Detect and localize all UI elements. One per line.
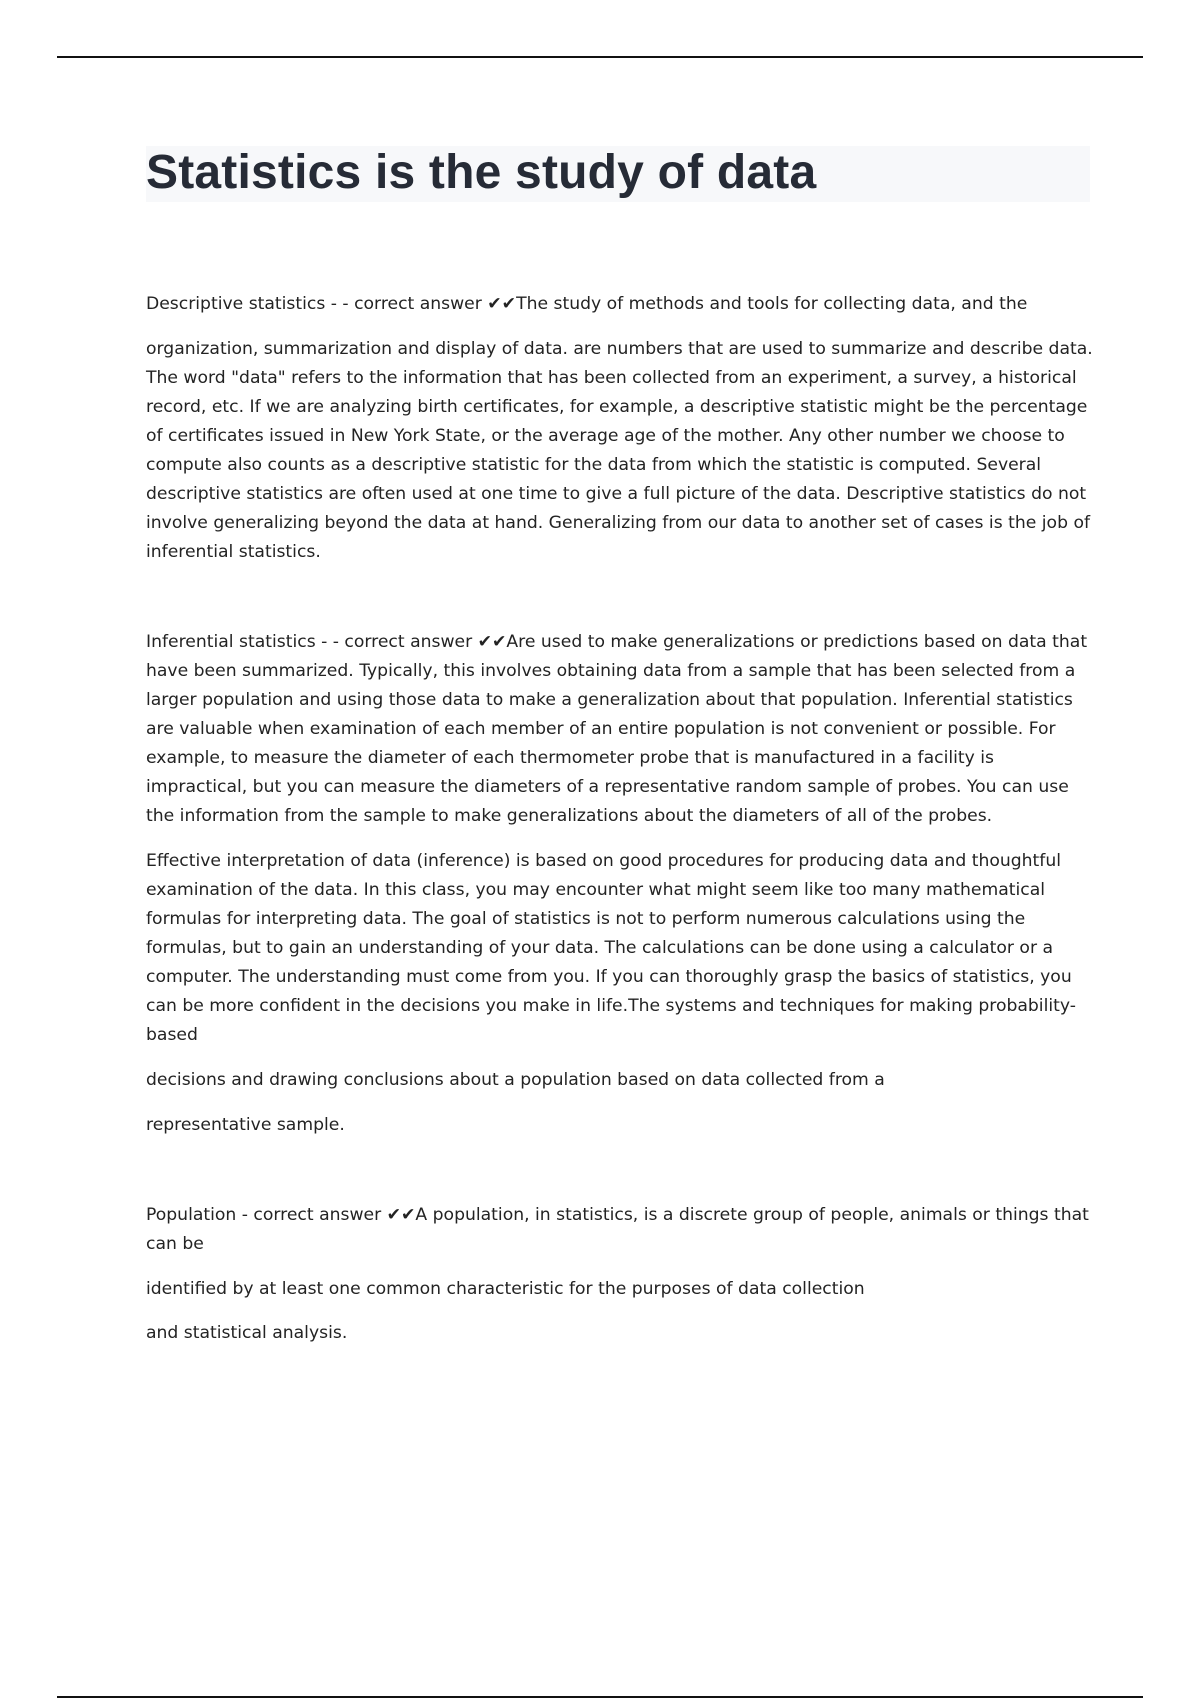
paragraph-representative-sample: representative sample. (146, 1115, 345, 1135)
paragraph-descriptive-body: organization, summarization and display of data. are numbers that are used to summarize and describe data. The word "data" refers to the information that has been collected from an experiment, a survey, a historical record, etc. If we are analyzing birth certificates, for example, a descriptive statistic might be the percentage of certificates issued in New York State, or the average age of the mother. Any other number we choose to compute also counts as a descriptive statistic for the data from which the statistic is computed. Several descriptive statistics are often used at one time to give a full picture of the data. Descriptive statistics do not involve generalizing beyond the data at hand. Generalizing from our data to another set of cases is the job of inferential statistics. (146, 339, 1093, 562)
paragraph-population: Population - correct answer ✔✔A population, in statistics, is a discrete group of people, animals or things that can be (146, 1205, 1089, 1254)
paragraph-decisions: decisions and drawing conclusions about a population based on data collected from a (146, 1070, 885, 1090)
document-body (146, 290, 1096, 1348)
paragraph-effective-interpretation: Effective interpretation of data (inference) is based on good procedures for producing data and thoughtful examination of the data. In this class, you may encounter what might seem like too many mathematical formulas for interpreting data. The goal of statistics is not to perform numerous calculations using the formulas, but to gain an understanding of your data. The calculations can be done using a calculator or a computer. The understanding must come from you. If you can thoroughly grasp the basics of statistics, you can be more confident in the decisions you make in life.The systems and techniques for making probability-based (146, 851, 1076, 1045)
page-title: Statistics is the study of data (146, 146, 817, 199)
paragraph-statistical-analysis: and statistical analysis. (146, 1323, 348, 1343)
paragraph-inferential: Inferential statistics - - correct answer ✔✔Are used to make generalizations or predictions based on data that have been summarized. Typically, this involves obtaining data from a sample that has been selected from a larger population and using those data to make a generalization about that population. Inferential statistics are valuable when examination of each member of an entire population is not convenient or possible. For example, to measure the diameter of each thermometer probe that is manufactured in a facility is impractical, but you can measure the diameters of a representative random sample of probes. You can use the information from the sample to make generalizations about the diameters of all of the probes. (146, 632, 1088, 826)
top-rule (57, 56, 1143, 58)
paragraph-identified: identified by at least one common characteristic for the purposes of data collection (146, 1279, 865, 1299)
bottom-rule (57, 1696, 1143, 1698)
paragraph-descriptive-heading: Descriptive statistics - - correct answer ✔✔The study of methods and tools for collecting data, and the (146, 294, 1028, 314)
